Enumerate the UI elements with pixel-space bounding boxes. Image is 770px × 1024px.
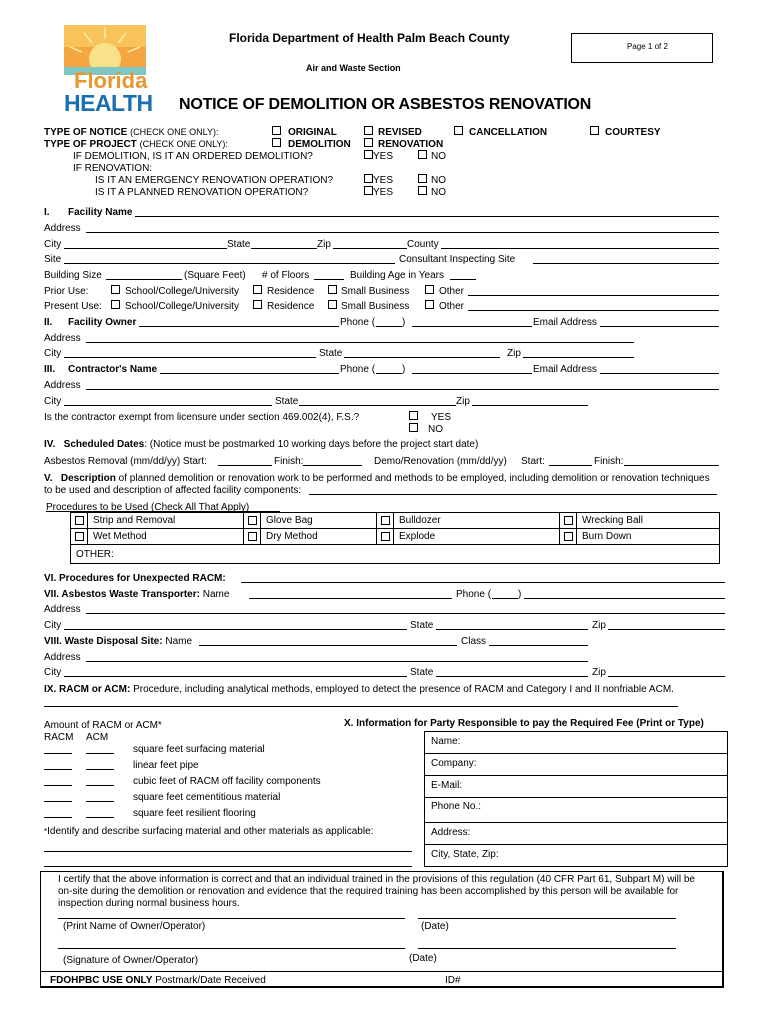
transporter-address-label: Address [44,604,81,615]
facility-name-field[interactable] [135,216,719,217]
disposal-state-field[interactable] [436,676,588,677]
fee-phone-label: Phone No.: [431,801,482,812]
floors-field[interactable] [314,279,344,280]
signature-date-field[interactable] [418,948,676,949]
fee-city-state-zip-field[interactable] [424,844,728,867]
contractor-zip-field[interactable] [472,405,588,406]
amount-item: cubic feet of RACM off facility components [133,776,321,787]
renovation-label: RENOVATION [378,139,444,150]
original-checkbox[interactable] [272,126,281,135]
contractor-email-label: Email Address [533,364,597,375]
procedure-burn-down: Burn Down [577,529,720,545]
facility-section-number: I. [44,207,50,218]
prior-other-field[interactable] [468,295,719,296]
procedure-wet-method: Wet Method [88,529,244,545]
owner-city-field[interactable] [64,357,316,358]
contractor-section-number: III. [44,364,56,375]
procedure-checkbox-cell[interactable] [244,513,261,529]
revised-checkbox[interactable] [364,126,373,135]
exempt-yes-checkbox[interactable] [409,411,418,420]
courtesy-label: COURTESY [605,127,661,138]
facility-county-field[interactable] [441,248,719,249]
racm-amount-field[interactable] [44,753,72,754]
present-small-business-checkbox[interactable] [328,300,337,309]
owner-section-number: II. [44,317,53,328]
racm-column-label: RACM [44,732,74,743]
racm-amount-field[interactable] [44,769,72,770]
original-label: ORIGINAL [288,127,337,138]
contractor-address-label: Address [44,380,81,391]
contractor-state-label: State [275,396,299,407]
procedures-row-1 [71,513,720,529]
building-size-label: Building Size [44,270,102,281]
section-name: Air and Waste Section [306,63,401,73]
asbestos-finish-label: Finish: [274,456,304,467]
logo-florida-text: Florida [74,68,148,93]
exempt-no-label: NO [428,424,443,435]
acm-column-label: ACM [86,732,109,743]
contractor-city-field[interactable] [64,405,272,406]
identify-materials-field-2[interactable] [44,866,412,867]
procedure-explode: Explode [394,529,560,545]
present-other-checkbox[interactable] [425,300,434,309]
fee-address-field[interactable] [424,822,728,845]
prior-use-label: Prior Use: [44,286,89,297]
procedure-dry-method: Dry Method [261,529,377,545]
square-feet-label: (Square Feet) [184,270,246,281]
disposal-site-name-field[interactable] [199,645,457,646]
fee-city-state-zip-label: City, State, Zip: [431,849,499,860]
procedure-checkbox-cell[interactable] [71,513,88,529]
present-use-label: Present Use: [44,301,102,312]
fee-company-field[interactable] [424,753,728,776]
facility-address-label: Address [44,223,81,234]
procedure-other-label: OTHER: [76,548,114,560]
contractor-name-label: Contractor's Name [68,364,158,375]
owner-email-label: Email Address [533,317,597,328]
facility-site-label: Site [44,254,62,265]
certification-line-3: inspection during normal business hours. [58,898,240,909]
fee-company-label: Company: [431,758,477,769]
amount-item: linear feet pipe [133,760,199,771]
present-small-business-label: Small Business [341,301,410,312]
description-field[interactable] [309,494,717,495]
emergency-no-label: NO [431,175,446,186]
building-age-field[interactable] [450,279,476,280]
facility-zip-label: Zip [317,239,331,250]
present-residence-label: Residence [267,301,315,312]
owner-email-field[interactable] [600,326,719,327]
demolition-label: DEMOLITION [288,139,351,150]
transporter-zip-field[interactable] [608,629,725,630]
planned-no-label: NO [431,187,446,198]
amount-item: square feet surfacing material [133,744,265,755]
print-date-field[interactable] [418,918,676,919]
facility-address-field[interactable] [86,232,719,233]
present-school-label: School/College/University [125,301,239,312]
prior-other-checkbox[interactable] [425,285,434,294]
type-of-notice-label: TYPE OF NOTICE (CHECK ONE ONLY): [44,127,219,138]
planned-yes-checkbox[interactable] [364,186,373,195]
scheduled-dates-heading: IV. Scheduled Dates: (Notice must be postmarked 10 working days before the project start date) [44,439,479,450]
certification-line-1: I certify that the above information is correct and that an individual trained in the provisions of this regulation (40 CFR Part 61, Subpart M) will be [58,874,695,885]
owner-phone-field[interactable] [412,326,532,327]
fee-name-label: Name: [431,736,461,747]
fee-name-field[interactable] [424,731,728,754]
transporter-phone-label: Phone ( [456,589,492,600]
exempt-yes-label: YES [431,412,452,423]
procedure-strip-removal: Strip and Removal [88,513,244,529]
racm-amount-field[interactable] [44,817,72,818]
racm-amount-field[interactable] [44,785,72,786]
ordered-yes-label: YES [373,151,394,162]
cancellation-label: CANCELLATION [469,127,548,138]
transporter-city-field[interactable] [64,629,407,630]
emergency-no-checkbox[interactable] [418,174,427,183]
disposal-class-label: Class [461,636,487,647]
procedures-table [70,512,720,564]
print-name-field[interactable] [58,918,405,919]
planned-no-checkbox[interactable] [418,186,427,195]
fee-email-field[interactable] [424,775,728,798]
acm-amount-field[interactable] [86,817,114,818]
facility-city-label: City [44,239,62,250]
emergency-yes-label: YES [373,175,394,186]
facility-site-field[interactable] [64,263,395,264]
asbestos-start-label: Asbestos Removal (mm/dd/yy) Start: [44,456,207,467]
office-use-id: ID# [445,975,461,986]
building-size-field[interactable] [106,279,182,280]
type-of-project-label: TYPE OF PROJECT (CHECK ONE ONLY): [44,139,228,150]
page-number: Page 1 of 2 [627,42,668,51]
transporter-phone-area-field[interactable] [492,598,518,599]
facility-name-label: Facility Name [68,207,133,218]
prior-small-business-checkbox[interactable] [328,285,337,294]
transporter-heading: VII. Asbestos Waste Transporter: Name [44,589,230,600]
contractor-state-field[interactable] [299,405,456,406]
emergency-question: IS IT AN EMERGENCY RENOVATION OPERATION? [95,175,334,186]
procedures-row-other [71,545,720,564]
present-other-label: Other [439,301,465,312]
planned-question: IS IT A PLANNED RENOVATION OPERATION? [95,187,309,198]
demo-start-label: Start: [521,456,545,467]
procedure-wrecking-ball: Wrecking Ball [577,513,720,529]
procedure-checkbox-cell[interactable] [244,529,261,545]
florida-health-logo [64,25,153,117]
ordered-demolition-question: IF DEMOLITION, IS IT AN ORDERED DEMOLITION? [73,151,313,162]
contractor-phone-label: Phone ( [340,364,376,375]
disposal-state-label: State [410,667,434,678]
renovation-checkbox[interactable] [364,138,373,147]
procedure-checkbox-cell[interactable] [560,529,577,545]
prior-school-label: School/College/University [125,286,239,297]
demo-finish-label: Finish: [594,456,624,467]
owner-address-label: Address [44,333,81,344]
acm-amount-field[interactable] [86,769,114,770]
owner-zip-label: Zip [507,348,521,359]
owner-phone-label: Phone ( [340,317,376,328]
contractor-email-field[interactable] [600,373,719,374]
acm-amount-field[interactable] [86,801,114,802]
courtesy-checkbox[interactable] [590,126,599,135]
procedure-bulldozer: Bulldozer [394,513,560,529]
page-number-box [571,33,713,63]
disposal-site-heading: VIII. Waste Disposal Site: Name [44,636,193,647]
signature-field[interactable] [58,948,405,949]
contractor-exempt-question: Is the contractor exempt from licensure under section 469.002(4), F.S.? [44,412,360,423]
prior-residence-checkbox[interactable] [253,285,262,294]
logo-health-text: HEALTH [64,90,153,116]
ordered-yes-checkbox[interactable] [364,150,373,159]
print-name-label: (Print Name of Owner/Operator) [63,921,206,932]
owner-city-label: City [44,348,62,359]
transporter-zip-label: Zip [592,620,606,631]
disposal-address-label: Address [44,652,81,663]
amount-item: square feet resilient flooring [133,808,256,819]
procedure-other-field[interactable] [71,545,720,564]
owner-zip-field[interactable] [523,357,634,358]
present-residence-checkbox[interactable] [253,300,262,309]
prior-school-checkbox[interactable] [111,285,120,294]
emergency-yes-checkbox[interactable] [364,174,373,183]
procedure-checkbox-cell[interactable] [377,529,394,545]
disposal-class-field[interactable] [489,645,588,646]
facility-city-field[interactable] [64,248,227,249]
asbestos-finish-field[interactable] [303,465,362,466]
planned-yes-label: YES [373,187,394,198]
department-title: Florida Department of Health Palm Beach County [229,31,510,45]
transporter-city-label: City [44,620,62,631]
signature-label: (Signature of Owner/Operator) [63,955,199,966]
prior-residence-label: Residence [267,286,315,297]
if-renovation-label: IF RENOVATION: [73,163,153,174]
transporter-phone-close: ) [518,589,522,600]
transporter-phone-field[interactable] [524,598,725,599]
disposal-zip-label: Zip [592,667,606,678]
present-school-checkbox[interactable] [111,300,120,309]
procedure-checkbox-cell[interactable] [71,529,88,545]
fee-address-label: Address: [431,827,471,838]
identify-materials-note: *Identify and describe surfacing material and other materials as applicable: [44,826,374,837]
owner-state-label: State [319,348,343,359]
office-use-label: FDOHPBC USE ONLY Postmark/Date Received [50,975,266,986]
transporter-address-field[interactable] [86,613,725,614]
identify-materials-field[interactable] [44,851,412,852]
racm-acm-heading: IX. RACM or ACM: Procedure, including analytical methods, employed to detect the presence of RACM and Category I and II nonfriable ACM. [44,684,674,695]
racm-amount-field[interactable] [44,801,72,802]
demo-dates-label: Demo/Renovation (mm/dd/yy) [374,456,507,467]
ordered-no-label: NO [431,151,446,162]
contractor-address-field[interactable] [86,389,719,390]
owner-address-field[interactable] [86,342,634,343]
unexpected-racm-field[interactable] [241,582,725,583]
demo-finish-field[interactable] [624,465,719,466]
present-other-field[interactable] [468,310,719,311]
disposal-address-field[interactable] [86,661,588,662]
owner-phone-area-field[interactable] [376,326,402,327]
owner-phone-close: ) [402,317,406,328]
contractor-phone-field[interactable] [412,373,532,374]
transporter-name-field[interactable] [249,598,452,599]
contractor-phone-area-field[interactable] [376,373,402,374]
fee-phone-field[interactable] [424,797,728,823]
building-age-label: Building Age in Years [350,270,444,281]
contractor-phone-close: ) [402,364,406,375]
signature-date-label: (Date) [409,953,437,964]
procedure-checkbox-cell[interactable] [560,513,577,529]
racm-acm-field[interactable] [44,706,678,707]
facility-state-label: State [227,239,251,250]
acm-amount-field[interactable] [86,785,114,786]
ordered-no-checkbox[interactable] [418,150,427,159]
unexpected-racm-label: VI. Procedures for Unexpected RACM: [44,573,226,584]
contractor-name-field[interactable] [160,373,339,374]
disposal-city-label: City [44,667,62,678]
print-date-label: (Date) [421,921,449,932]
transporter-state-label: State [410,620,434,631]
procedure-glove-bag: Glove Bag [261,513,377,529]
procedures-label: Procedures to be Used (Check All That Apply) [46,502,250,513]
owner-state-field[interactable] [344,357,500,358]
fee-party-heading: X. Information for Party Responsible to pay the Required Fee (Print or Type) [344,718,704,729]
description-heading: V. Description of planned demolition or renovation work to be performed and methods to be employed, including demolition or renovation techniques [44,473,710,484]
facility-zip-field[interactable] [333,248,407,249]
certification-line-2: on-site during the demolition or renovation and evidence that the required training has been accomplished by this person will be available for [58,886,679,897]
description-heading-2: to be used and description of affected facility components: [44,485,302,496]
floors-label: # of Floors [262,270,310,281]
revised-label: REVISED [378,127,422,138]
acm-amount-field[interactable] [86,753,114,754]
prior-other-label: Other [439,286,465,297]
owner-name-field[interactable] [139,326,339,327]
cancellation-checkbox[interactable] [454,126,463,135]
facility-state-field[interactable] [251,248,317,249]
consultant-field[interactable] [533,263,719,264]
disposal-city-field[interactable] [64,676,407,677]
demolition-checkbox[interactable] [272,138,281,147]
contractor-city-label: City [44,396,62,407]
consultant-label: Consultant Inspecting Site [399,254,516,265]
exempt-no-checkbox[interactable] [409,423,418,432]
contractor-zip-label: Zip [456,396,470,407]
disposal-zip-field[interactable] [608,676,725,677]
page-title: NOTICE OF DEMOLITION OR ASBESTOS RENOVATION [179,96,592,113]
fee-email-label: E-Mail: [431,780,463,791]
procedure-checkbox-cell[interactable] [377,513,394,529]
amount-title: Amount of RACM or ACM* [44,720,162,731]
facility-county-label: County [407,239,439,250]
transporter-state-field[interactable] [436,629,588,630]
asbestos-start-field[interactable] [218,465,272,466]
amount-item: square feet cementitious material [133,792,281,803]
prior-small-business-label: Small Business [341,286,410,297]
owner-label: Facility Owner [68,317,137,328]
procedures-row-2 [71,529,720,545]
demo-start-field[interactable] [549,465,592,466]
